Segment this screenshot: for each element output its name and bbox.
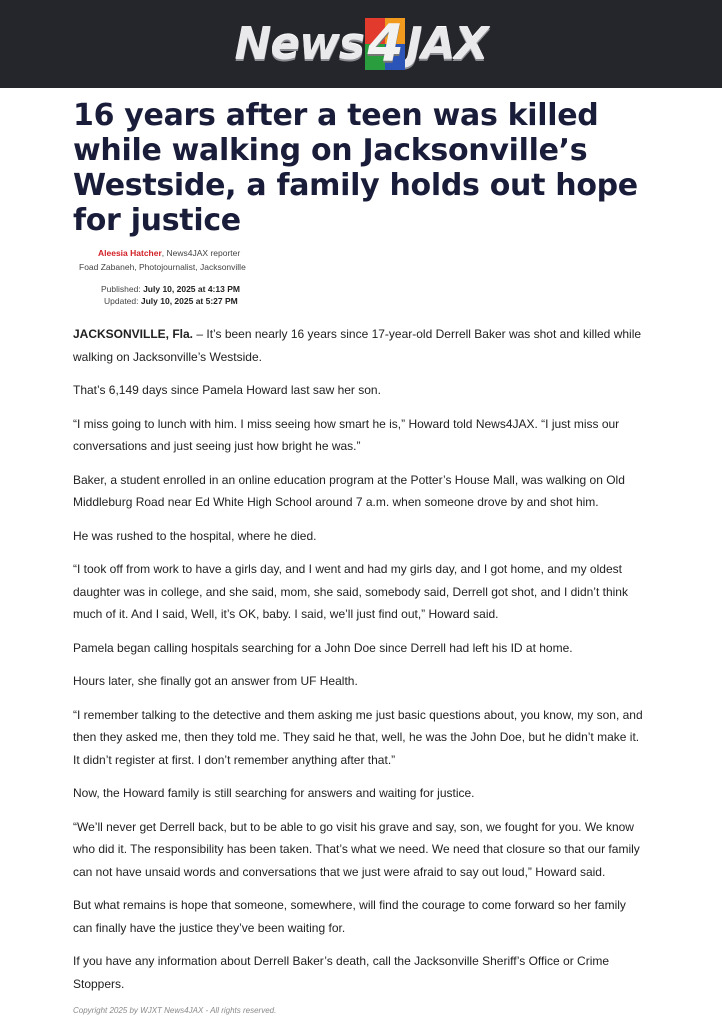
logo-jax-text: JAX — [406, 18, 488, 70]
paragraph: If you have any information about Derrell Baker’s death, call the Jacksonville Sheriff’s Office or Crime Stoppers. — [73, 954, 610, 991]
author-link[interactable]: Aleesia Hatcher — [98, 248, 162, 258]
article — [0, 98, 722, 1015]
paragraph: “I took off from work to have a girls day, and I went and had my girls day, and I got home, and my oldest daughter was in college, and she said, mom, she said, somebody said, Derrell got shot, and I didn’t think much of it. And I said, Well, it’s OK, baby. I said, we’ll just find out,” Howard said. — [73, 562, 628, 621]
article-headline: 16 years after a teen was killed while walking on Jacksonville’s Westside, a family holds out hope for justice — [73, 98, 638, 238]
paragraph: “I miss going to lunch with him. I miss seeing how smart he is,” Howard told News4JAX. “I just miss our conversations and just seeing just how bright he was.” — [73, 416, 620, 453]
paragraph: Hours later, she finally got an answer from UF Health. — [73, 674, 358, 688]
published-date: Published: July 10, 2025 at 4:13 PM — [101, 284, 240, 294]
paragraph: That’s 6,149 days since Pamela Howard last saw her son. — [73, 383, 381, 397]
byline — [79, 246, 674, 274]
photographer-credit: Foad Zabaneh, Photojournalist, Jacksonville — [79, 262, 246, 272]
paragraph: He was rushed to the hospital, where he died. — [73, 528, 317, 543]
updated-date: Updated: July 10, 2025 at 5:27 PM — [104, 296, 238, 306]
article-dates — [101, 283, 674, 307]
news4jax-logo[interactable] — [234, 14, 488, 74]
logo-four-mark — [365, 14, 405, 74]
article-body — [73, 323, 643, 1015]
paragraph: But what remains is hope that someone, somewhere, will find the courage to come forward so her family can finally have the justice they’ve been waiting for. — [73, 898, 626, 935]
paragraph: “We’ll never get Derrell back, but to be able to go visit his grave and say, son, we fought for you. We know who did it. The responsibility has been taken. That’s what we need. We need that closure so that our family can not have unsaid words and conversations that we just were afraid to say out loud,” Howard said. — [73, 819, 640, 879]
site-header — [0, 0, 722, 88]
paragraph: Pamela began calling hospitals searching for a John Doe since Derrell had left his ID at home. — [73, 640, 573, 655]
logo-four-number: 4 — [367, 14, 403, 74]
paragraph: Now, the Howard family is still searching for answers and waiting for justice. — [73, 786, 475, 800]
logo-news-text: News — [234, 18, 365, 70]
copyright-notice: Copyright 2025 by WJXT News4JAX - All rights reserved. — [73, 1006, 277, 1015]
paragraph: “I remember talking to the detective and them asking me just basic questions about, you know, my son, and then they asked me, then they told me. They said he that, well, he was the John Doe, but he didn’t make it. It didn’t register at first. I don’t remember anything after that.” — [73, 707, 643, 767]
author-role: , News4JAX reporter — [161, 248, 241, 258]
lead-paragraph: JACKSONVILLE, Fla. – It’s been nearly 16 years since 17-year-old Derrell Baker was shot and killed while walking on Jacksonville’s Westside. — [73, 327, 642, 364]
paragraph: Baker, a student enrolled in an online education program at the Potter’s House Mall, was walking on Old Middleburg Road near Ed White High School around 7 a.m. when someone drove by and shot him. — [73, 472, 625, 509]
dateline: JACKSONVILLE, Fla. — [73, 327, 194, 341]
